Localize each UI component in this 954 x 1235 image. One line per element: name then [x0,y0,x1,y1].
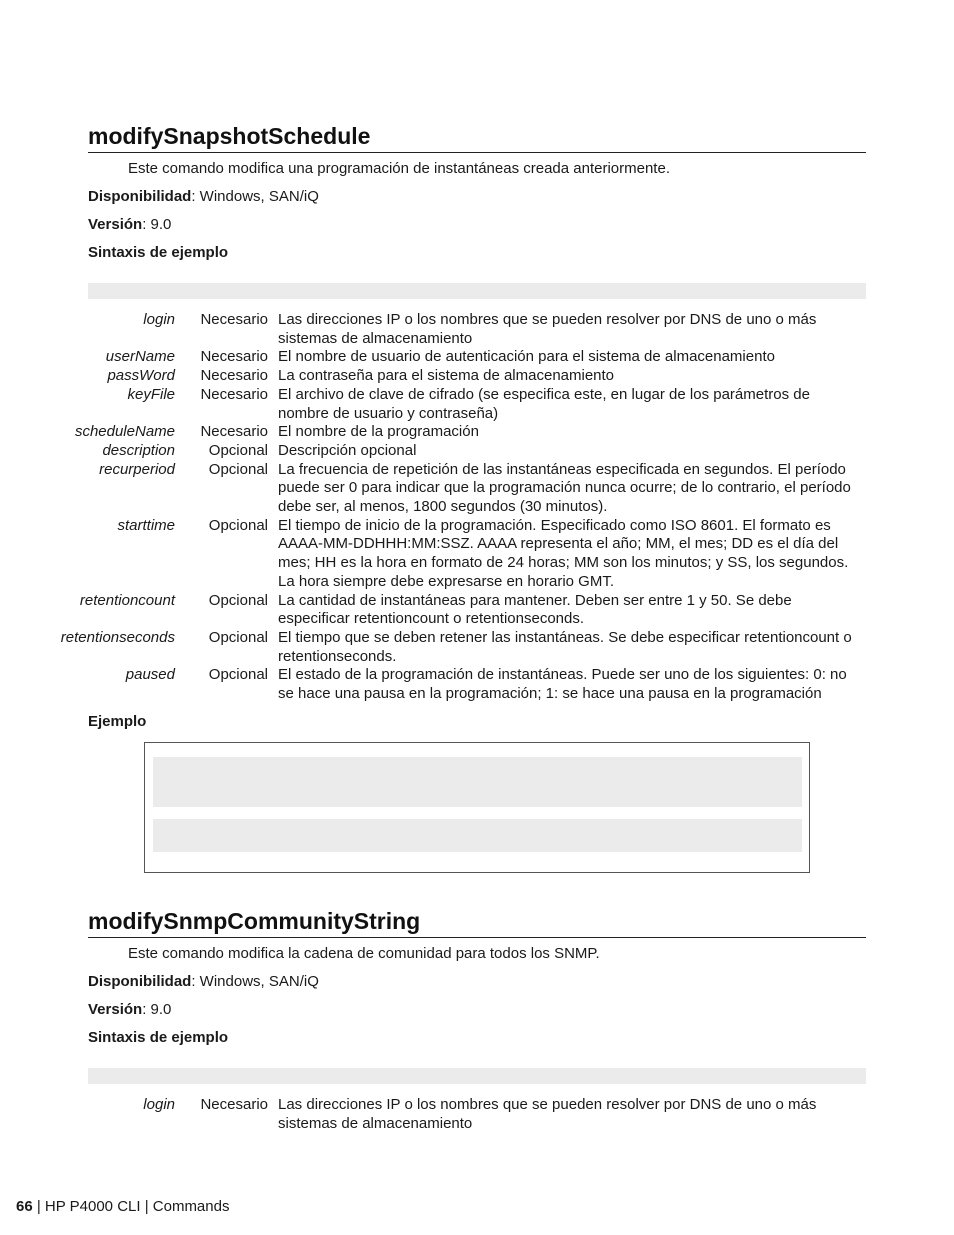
availability-label: Disponibilidad [88,188,192,205]
param-row [40,442,860,461]
section-intro: Este comando modifica una programación de instantáneas creada anteriormente. [128,160,670,177]
param-name: scheduleName [74,423,175,441]
param-description: Descripción opcional [278,441,417,459]
param-required: Opcional [208,666,268,684]
syntax-code-block [88,283,866,299]
availability-value: : Windows, SAN/iQ [191,973,319,990]
param-row [40,461,860,517]
param-row [40,348,860,367]
param-description: La contraseña para el sistema de almacenamiento [278,367,615,385]
section-intro: Este comando modifica la cadena de comunidad para todos los SNMP. [128,945,600,962]
param-name: userName [105,348,175,366]
version-label: Versión [88,216,143,233]
version-line [88,1001,171,1019]
param-name: starttime [117,516,175,534]
param-required: Necesario [200,348,268,366]
param-row [40,311,860,348]
param-description: El archivo de clave de cifrado (se especifica este, en lugar de los parámetros de nombre de usuario y contraseña) [278,385,810,422]
footer-text: | HP P4000 CLI | Commands [32,1198,230,1215]
param-name: retentioncount [79,591,175,609]
param-description: El tiempo de inicio de la programación. Especificado como ISO 8601. El formato es AAAA-MM-DDHHH:MM:SSZ. AAAA representa el año; MM, el mes; DD es el día del mes; HH es la hora en formato de 24 horas; MM son los minutos; y SS, los segundos. La hora siempre debe expresarse en horario GMT. [278,516,849,590]
param-required: Opcional [208,441,268,459]
param-description: El nombre de la programación [278,423,479,441]
param-description: Las direcciones IP o los nombres que se pueden resolver por DNS de uno o más sistemas de almacenamiento [278,311,817,347]
param-required: Necesario [200,385,268,403]
parameter-table [40,311,860,704]
param-row [40,629,860,666]
section-title-modify-snapshot-schedule: modifySnapshotSchedule [88,122,866,153]
param-required: Necesario [200,311,268,328]
param-required: Necesario [200,367,268,385]
version-value: : 9.0 [142,1001,172,1018]
example-code-line [153,757,802,807]
param-description: El tiempo que se deben retener las instantáneas. Se debe especificar retentioncount o retentionseconds. [278,628,852,665]
version-label: Versión [88,1001,143,1018]
param-description: El nombre de usuario de autenticación para el sistema de almacenamiento [278,348,775,366]
param-row [40,367,860,386]
version-line [88,216,171,234]
param-name: passWord [107,367,175,385]
availability-label: Disponibilidad [88,973,192,990]
param-name: keyFile [127,385,175,403]
param-description: El estado de la programación de instantáneas. Puede ser uno de los siguientes: 0: no se hace una pausa en la programación; 1: se hace una pausa en la programación [278,666,847,703]
param-required: Opcional [208,591,268,609]
section-title-modify-snmp-community-string: modifySnmpCommunityString [88,907,866,938]
param-row [40,517,860,592]
page-number: 66 [16,1198,33,1215]
param-required: Necesario [200,1096,268,1113]
param-name: recurperiod [99,460,175,478]
param-row [40,592,860,629]
param-row [40,423,860,442]
example-code-box [144,742,810,873]
page-footer [16,1198,229,1216]
syntax-heading: Sintaxis de ejemplo [88,1029,229,1046]
param-name: login [143,1096,175,1113]
syntax-heading: Sintaxis de ejemplo [88,244,229,261]
param-description: Las direcciones IP o los nombres que se pueden resolver por DNS de uno o más sistemas de almacenamiento [278,1096,817,1132]
syntax-code-block [88,1068,866,1084]
param-required: Opcional [208,628,268,646]
example-code-line [153,819,802,852]
availability-line [88,188,319,206]
param-required: Opcional [208,460,268,478]
param-name: login [143,311,175,328]
version-value: : 9.0 [142,216,172,233]
param-name: retentionseconds [60,628,175,646]
param-required: Necesario [200,423,268,441]
param-row [40,386,860,423]
param-name: description [102,441,175,459]
availability-line [88,973,319,991]
param-name: paused [125,666,175,684]
parameter-table [40,1096,860,1133]
example-heading: Ejemplo [88,713,147,730]
param-row [40,1096,860,1133]
param-description: La cantidad de instantáneas para mantener. Deben ser entre 1 y 50. Se debe especificar retentioncount o retentionseconds. [278,591,792,628]
param-row [40,666,860,703]
availability-value: : Windows, SAN/iQ [191,188,319,205]
param-required: Opcional [208,516,268,534]
param-description: La frecuencia de repetición de las instantáneas especificada en segundos. El período puede ser 0 para indicar que la programación nunca ocurre; de lo contrario, el período debe ser, al menos, 1800 segundos (30 minutos). [278,460,851,516]
